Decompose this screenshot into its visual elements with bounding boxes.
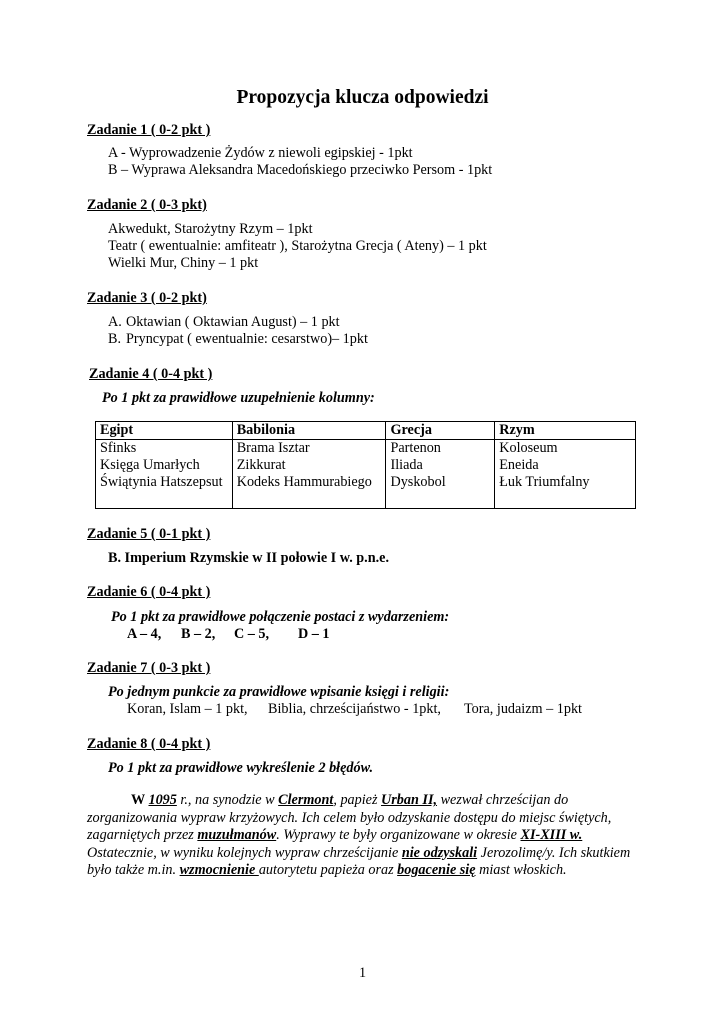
para-text: W: [131, 792, 149, 808]
task-1-line-a: A - Wyprowadzenie Żydów z niewoli egipskiej - 1pkt: [108, 145, 413, 161]
cell-item: Partenon: [390, 440, 441, 456]
task-7-instruction: Po jednym punkcie za prawidłowe wpisanie księgi i religii:: [108, 684, 450, 700]
para-text: autorytetu papieża oraz: [258, 862, 398, 878]
cell-item: Eneida: [499, 457, 539, 473]
para-underlined: wzmocnienie: [179, 862, 259, 878]
task-6-header: Zadanie 6 ( 0-4 pkt ): [87, 584, 211, 600]
document-title: Propozycja klucza odpowiedzi: [236, 87, 489, 108]
task-7-answer-3: Tora, judaizm – 1pkt: [464, 701, 582, 717]
cell-item: Brama Isztar: [236, 440, 310, 456]
monuments-table: [95, 421, 636, 509]
task-3-item-b: [108, 331, 368, 348]
task-4-instruction: Po 1 pkt za prawidłowe uzupełnienie kolumny:: [102, 390, 375, 406]
cell-item: Świątynia Hatszepsut: [100, 474, 223, 490]
task-1-header: Zadanie 1 ( 0-2 pkt ): [87, 122, 211, 138]
task-6-pair-d: D – 1: [298, 626, 330, 642]
task-2-header: Zadanie 2 ( 0-3 pkt): [87, 197, 207, 213]
task-2-line-2: Teatr ( ewentualnie: amfiteatr ), Starożytna Grecja ( Ateny) – 1 pkt: [108, 238, 487, 254]
task-7-header: Zadanie 7 ( 0-3 pkt ): [87, 660, 211, 676]
para-underlined: muzułmanów: [197, 827, 277, 843]
table-row: [96, 440, 636, 509]
para-text: , papież: [333, 792, 382, 808]
task-6-pair-a: A – 4,: [127, 626, 162, 642]
task-2-line-1: Akwedukt, Starożytny Rzym – 1pkt: [108, 221, 313, 237]
column-header-grecja: Grecja: [386, 422, 495, 440]
para-underlined: 1095: [148, 792, 177, 808]
para-text: . Wyprawy te były organizowane w okresie: [276, 827, 521, 843]
task-4-header: Zadanie 4 ( 0-4 pkt ): [89, 366, 213, 382]
cell-item: Księga Umarłych: [100, 457, 200, 473]
cell-item: Koloseum: [499, 440, 558, 456]
para-text: wezwał chrześcijan do zorganizowania wypraw krzyżowych. Ich celem było odzyskanie dostępu do miejsc świętych, zagarniętych przez: [87, 792, 612, 843]
task-1-line-b: B – Wyprawa Aleksandra Macedońskiego przeciwko Persom - 1pkt: [108, 162, 493, 178]
task-7-answer-1: Koran, Islam – 1 pkt,: [127, 701, 248, 717]
cell-item: Iliada: [390, 457, 423, 473]
task-3-header: Zadanie 3 ( 0-2 pkt): [87, 290, 207, 306]
task-6-instruction: Po 1 pkt za prawidłowe połączenie postaci z wydarzeniem:: [111, 609, 450, 625]
task-5-answer: B. Imperium Rzymskie w II połowie I w. p.n.e.: [108, 550, 390, 566]
task-8-instruction: Po 1 pkt za prawidłowe wykreślenie 2 błędów.: [108, 760, 374, 776]
task-3-item-a-text: Oktawian ( Oktawian August) – 1 pkt: [126, 314, 340, 330]
para-underlined: Clermont: [278, 792, 334, 808]
para-text: miast włoskich.: [475, 862, 567, 878]
crusades-paragraph: [87, 792, 647, 880]
column-header-babilonia: Babilonia: [232, 422, 386, 440]
cell-item: Sfinks: [100, 440, 137, 456]
para-underlined: nie odzyskali: [401, 844, 478, 861]
para-text: Jerozolimę/y. Ich skutkiem było także m.in.: [87, 844, 631, 878]
task-6-pair-b: B – 2,: [181, 626, 216, 642]
table-cell-babilonia: [232, 440, 386, 509]
para-text: r., na synodzie w: [176, 792, 279, 808]
task-8-header: Zadanie 8 ( 0-4 pkt ): [87, 736, 211, 752]
task-5-header: Zadanie 5 ( 0-1 pkt ): [87, 526, 211, 542]
column-header-rzym: Rzym: [495, 422, 636, 440]
table-cell-egipt: [96, 440, 233, 509]
list-marker: B.: [108, 331, 122, 347]
task-7-answer-2: Biblia, chrześcijaństwo - 1pkt,: [268, 701, 441, 717]
para-underlined: bogacenie się: [397, 862, 476, 878]
task-6-pair-c: C – 5,: [234, 626, 270, 642]
cell-item: Łuk Triumfalny: [499, 474, 590, 490]
cell-item: Kodeks Hammurabiego: [236, 474, 372, 490]
task-3-item-a: [108, 314, 340, 331]
table-header-row: [96, 422, 636, 440]
table-cell-grecja: [386, 440, 495, 509]
column-header-egipt: Egipt: [96, 422, 233, 440]
task-2-line-3: Wielki Mur, Chiny – 1 pkt: [108, 255, 259, 271]
para-underlined: XI-XIII w.: [520, 827, 583, 843]
table-cell-rzym: [495, 440, 636, 509]
task-3-item-b-text: Pryncypat ( ewentualnie: cesarstwo)– 1pkt: [126, 331, 368, 347]
para-underlined: Urban II,: [381, 792, 438, 808]
cell-item: Zikkurat: [236, 457, 286, 473]
list-marker: A.: [108, 314, 122, 330]
para-text: Ostatecznie, w wyniku kolejnych wypraw chrześcijanie: [87, 844, 402, 861]
cell-item: Dyskobol: [390, 474, 446, 490]
page-number: 1: [358, 965, 367, 981]
